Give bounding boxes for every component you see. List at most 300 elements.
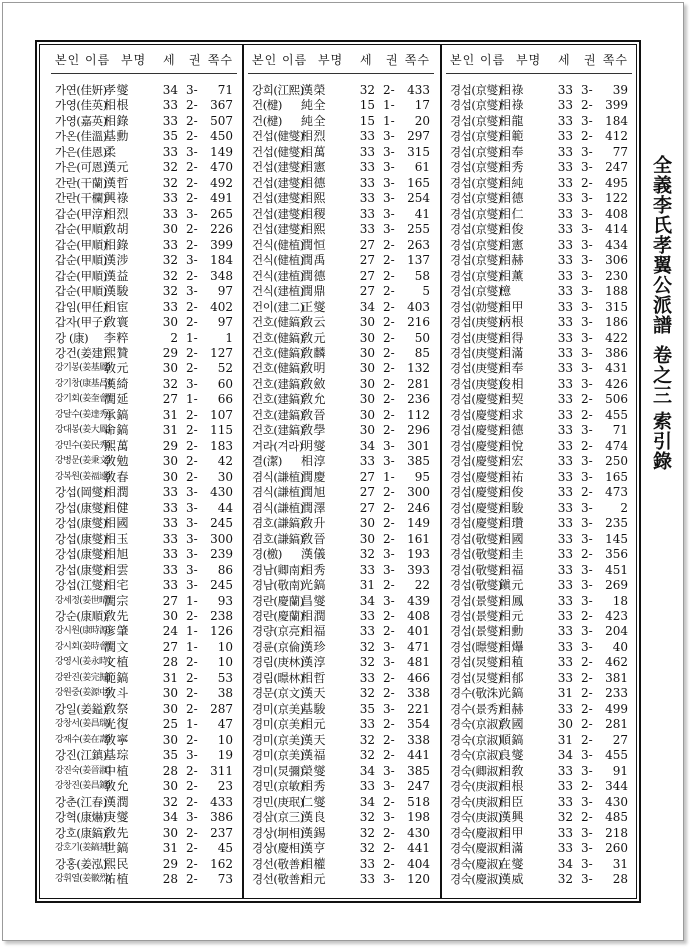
index-row xyxy=(252,702,432,717)
volume: 2- xyxy=(186,779,198,794)
volume: 2- xyxy=(581,129,593,144)
page-number: 255 xyxy=(407,222,430,237)
index-row xyxy=(450,717,630,732)
person-name: 경섭(景燮) xyxy=(450,593,502,608)
person-name: 강영시(姜永時) xyxy=(55,657,111,668)
index-row xyxy=(252,609,432,624)
volume: 3- xyxy=(383,639,395,654)
generation: 32 xyxy=(162,268,178,283)
generation: 32 xyxy=(359,83,375,97)
volume: 1- xyxy=(383,98,395,113)
index-row xyxy=(450,594,630,609)
person-name: 가영(佳英) xyxy=(55,98,107,113)
father-name: 潤禹 xyxy=(301,253,327,268)
father-name: 潤德 xyxy=(301,268,327,283)
volume: 3- xyxy=(581,516,593,531)
person-name: 건섭(建燮) xyxy=(252,222,304,237)
generation: 33 xyxy=(359,562,375,577)
page-number: 281 xyxy=(407,376,430,391)
generation: 32 xyxy=(557,810,573,825)
generation: 27 xyxy=(359,500,375,515)
volume: 3- xyxy=(581,253,593,268)
index-row xyxy=(55,686,235,701)
page-number: 356 xyxy=(605,547,628,562)
volume: 3- xyxy=(581,825,593,840)
page-number: 42 xyxy=(217,454,233,469)
person-name: 경섭(慶燮) xyxy=(450,500,502,515)
person-name: 강춘(江春) xyxy=(55,794,107,809)
index-row xyxy=(55,779,235,794)
father-name: 光鎬 xyxy=(301,578,327,593)
page-number: 44 xyxy=(217,500,233,515)
person-name: 갑순(甲順) xyxy=(55,253,107,268)
index-row xyxy=(55,640,235,655)
page-number: 218 xyxy=(605,825,628,840)
generation: 33 xyxy=(557,562,573,577)
page-number: 470 xyxy=(210,160,233,175)
page-number: 184 xyxy=(210,253,233,268)
father-name: 漢威 xyxy=(499,871,525,886)
person-name: 경숙(慶淑) xyxy=(450,871,502,886)
person-name: 건(楗) xyxy=(252,113,282,128)
volume: 2- xyxy=(581,392,593,407)
volume: 2- xyxy=(383,500,395,515)
person-name: 경섭(慶燮) xyxy=(450,454,502,469)
father-name: 相俊 xyxy=(499,485,525,500)
index-row xyxy=(55,129,235,144)
volume: 3- xyxy=(581,361,593,376)
father-name: 順鎬 xyxy=(499,732,525,747)
generation: 33 xyxy=(557,407,573,422)
index-row xyxy=(450,532,630,547)
father-name: 相德 xyxy=(499,191,525,206)
father-name: 敎先 xyxy=(104,608,130,623)
page-number: 247 xyxy=(407,779,430,794)
father-name: 相宅 xyxy=(104,578,130,593)
index-row xyxy=(55,331,235,346)
father-name: 相雲 xyxy=(104,562,130,577)
volume: 2- xyxy=(581,701,593,716)
volume: 2- xyxy=(581,686,593,701)
volume: 2- xyxy=(186,423,198,438)
father-name: 在燮 xyxy=(499,856,525,871)
volume: 3- xyxy=(186,83,198,97)
generation: 34 xyxy=(162,83,178,97)
father-name: 庚燮 xyxy=(104,810,130,825)
generation: 31 xyxy=(359,578,375,593)
generation: 30 xyxy=(162,454,178,469)
page-number: 5 xyxy=(422,284,430,299)
page-number: 260 xyxy=(605,841,628,856)
volume: 3- xyxy=(581,639,593,654)
page-number: 263 xyxy=(407,237,430,252)
page-number: 91 xyxy=(612,763,628,778)
volume: 3- xyxy=(581,376,593,391)
person-name: 강원중(姜源中) xyxy=(55,688,111,699)
father-name: 敎麟 xyxy=(301,345,327,360)
page-number: 22 xyxy=(414,578,430,593)
volume: 2- xyxy=(186,469,198,484)
person-name: 건호(健鎬) xyxy=(252,315,304,330)
person-name: 건식(健植) xyxy=(252,253,304,268)
father-name: 榮燮 xyxy=(301,763,327,778)
volume: 2- xyxy=(383,237,395,252)
generation: 32 xyxy=(162,175,178,190)
page-number: 58 xyxy=(414,268,430,283)
father-name: 相薰 xyxy=(499,268,525,283)
generation: 27 xyxy=(162,392,178,407)
page-number: 61 xyxy=(414,160,430,175)
person-name: 경수(景秀) xyxy=(450,701,502,716)
person-name: 경숙(京淑) xyxy=(450,732,502,747)
father-name: 相宦 xyxy=(104,299,130,314)
page-number: 281 xyxy=(605,717,628,732)
generation: 33 xyxy=(359,129,375,144)
volume: 3- xyxy=(581,469,593,484)
person-name: 경섭(京燮) xyxy=(450,83,502,97)
index-row xyxy=(450,764,630,779)
page-number: 97 xyxy=(217,284,233,299)
volume: 2- xyxy=(186,299,198,314)
volume: 2- xyxy=(383,407,395,422)
father-name: 敎祭 xyxy=(104,701,130,716)
father-name: 相憲 xyxy=(301,160,327,175)
generation: 30 xyxy=(359,361,375,376)
volume: 3- xyxy=(581,284,593,299)
person-name: 경섭(京燮) xyxy=(450,175,502,190)
father-name: 相錄 xyxy=(104,237,130,252)
index-row xyxy=(252,671,432,686)
father-name: 相元 xyxy=(301,871,327,886)
volume: 2- xyxy=(383,608,395,623)
father-name: 敎寧 xyxy=(104,732,130,747)
index-row xyxy=(55,83,235,98)
index-row xyxy=(55,207,235,222)
page-number: 73 xyxy=(217,871,233,886)
index-row xyxy=(55,485,235,500)
index-row xyxy=(450,795,630,810)
father-name: 敎勉 xyxy=(104,454,130,469)
page-number: 412 xyxy=(605,129,628,144)
father-name: 相瓚 xyxy=(499,516,525,531)
index-row xyxy=(252,300,432,315)
person-name: 경섭(庚燮) xyxy=(450,376,502,391)
index-row xyxy=(450,300,630,315)
page-number: 455 xyxy=(605,407,628,422)
page-number: 230 xyxy=(605,268,628,283)
index-row xyxy=(252,129,432,144)
index-row xyxy=(252,841,432,856)
page-number: 455 xyxy=(605,748,628,763)
index-row xyxy=(55,145,235,160)
page-number: 518 xyxy=(407,794,430,809)
index-row xyxy=(252,238,432,253)
volume: 2- xyxy=(383,83,395,97)
father-name: 相圭 xyxy=(499,547,525,562)
page-number: 422 xyxy=(605,330,628,345)
index-row xyxy=(252,501,432,516)
index-row xyxy=(252,315,432,330)
volume: 2- xyxy=(383,423,395,438)
column-divider-1 xyxy=(242,44,244,899)
father-name: 漢哲 xyxy=(104,175,130,190)
person-name: 경섭(敬燮) xyxy=(450,578,502,593)
generation: 28 xyxy=(162,871,178,886)
page-number: 492 xyxy=(210,175,233,190)
index-row xyxy=(450,207,630,222)
person-name: 경수(敬洙) xyxy=(450,686,502,701)
index-row xyxy=(450,470,630,485)
generation: 33 xyxy=(162,113,178,128)
volume: 3- xyxy=(581,748,593,763)
person-name: 경삼(京三) xyxy=(252,810,304,825)
index-row xyxy=(55,857,235,872)
generation: 33 xyxy=(557,531,573,546)
generation: 15 xyxy=(359,98,375,113)
page-number: 367 xyxy=(210,98,233,113)
person-name: 건섭(建燮) xyxy=(252,191,304,206)
person-name: 겸식(謙植) xyxy=(252,469,304,484)
generation: 30 xyxy=(359,516,375,531)
page-number: 433 xyxy=(407,83,430,97)
page-number: 38 xyxy=(217,686,233,701)
person-name: 경량(京亮) xyxy=(252,624,304,639)
father-name: 相烈 xyxy=(301,129,327,144)
page-number: 404 xyxy=(407,856,430,871)
person-name: 경섭(暻燮) xyxy=(450,639,502,654)
person-name: 경란(慶蘭) xyxy=(252,593,304,608)
volume: 3- xyxy=(186,206,198,221)
person-name: 강창서(姜昌瑞) xyxy=(55,719,111,730)
index-row xyxy=(55,671,235,686)
father-name: 相元 xyxy=(499,608,525,623)
page-number: 188 xyxy=(605,284,628,299)
father-name: 相滿 xyxy=(499,841,525,856)
person-name: 경숙(庚淑) xyxy=(450,794,502,809)
index-row xyxy=(252,594,432,609)
page-number: 495 xyxy=(605,175,628,190)
page-number: 300 xyxy=(407,485,430,500)
page-number: 145 xyxy=(605,531,628,546)
volume: 3- xyxy=(383,655,395,670)
father-name: 漢儀 xyxy=(301,547,327,562)
person-name: 경미(京美) xyxy=(252,732,304,747)
index-row xyxy=(55,269,235,284)
volume: 2- xyxy=(383,361,395,376)
volume: 2- xyxy=(383,315,395,330)
page-number: 137 xyxy=(407,253,430,268)
generation: 32 xyxy=(359,748,375,763)
father-name: 相福 xyxy=(499,562,525,577)
person-name: 강기창(康基昌) xyxy=(55,378,111,389)
generation: 33 xyxy=(557,268,573,283)
index-row xyxy=(252,423,432,438)
page-number: 507 xyxy=(210,113,233,128)
generation: 33 xyxy=(557,655,573,670)
index-row xyxy=(252,872,432,887)
father-name: 相得 xyxy=(499,330,525,345)
father-name: 相德 xyxy=(499,423,525,438)
father-name: 漢綺 xyxy=(104,376,130,391)
generation: 33 xyxy=(557,253,573,268)
person-name: 강순(康順) xyxy=(55,608,107,623)
father-name: 敎斗 xyxy=(104,686,130,701)
generation: 27 xyxy=(359,284,375,299)
father-name: 相駿 xyxy=(499,500,525,515)
index-row xyxy=(252,655,432,670)
page-number: 204 xyxy=(605,624,628,639)
index-row xyxy=(450,857,630,872)
father-name: 漢錫 xyxy=(301,825,327,840)
page-number: 403 xyxy=(407,299,430,314)
index-row xyxy=(252,516,432,531)
page-number: 451 xyxy=(605,562,628,577)
person-name: 겸호(謙鎬) xyxy=(252,516,304,531)
generation: 34 xyxy=(359,593,375,608)
father-name: 中植 xyxy=(104,763,130,778)
father-name: 鎭元 xyxy=(499,578,525,593)
volume: 2- xyxy=(186,315,198,330)
father-name: 柔 xyxy=(104,144,117,159)
father-name: 漢益 xyxy=(104,268,130,283)
volume: 2- xyxy=(581,717,593,732)
father-name: 相稙 xyxy=(499,655,525,670)
generation: 28 xyxy=(162,763,178,778)
page-number: 115 xyxy=(210,423,233,438)
index-column-2 xyxy=(252,0,432,949)
index-row xyxy=(55,516,235,531)
generation: 33 xyxy=(557,206,573,221)
person-name: 경숙(慶淑) xyxy=(450,856,502,871)
index-row xyxy=(252,176,432,191)
generation: 33 xyxy=(557,825,573,840)
header-father: 부명 xyxy=(516,53,542,67)
index-row xyxy=(55,346,235,361)
person-name: 경섭(慶燮) xyxy=(450,423,502,438)
person-name: 강민수(姜民秀) xyxy=(55,440,111,451)
volume: 2- xyxy=(186,856,198,871)
person-name: 가은(佳恩) xyxy=(55,144,107,159)
generation: 33 xyxy=(557,516,573,531)
father-name: 相權 xyxy=(301,856,327,871)
index-row xyxy=(450,439,630,454)
father-name: 漢涉 xyxy=(104,253,130,268)
person-name: 경미(京美) xyxy=(252,717,304,732)
father-name: 相祿 xyxy=(499,98,525,113)
father-name: 相悅 xyxy=(499,438,525,453)
generation: 32 xyxy=(359,841,375,856)
volume: 3- xyxy=(186,284,198,299)
index-row xyxy=(450,315,630,330)
person-name: 경륜(京倫) xyxy=(252,639,304,654)
index-row xyxy=(252,485,432,500)
index-row xyxy=(55,315,235,330)
father-name: 命鎬 xyxy=(104,423,130,438)
index-row xyxy=(55,238,235,253)
generation: 29 xyxy=(162,438,178,453)
person-name: 건섭(健燮) xyxy=(252,144,304,159)
person-name: 경문(京文) xyxy=(252,686,304,701)
person-name: 건섭(健燮) xyxy=(252,129,304,144)
volume: 3- xyxy=(581,841,593,856)
header-page: 쪽수 xyxy=(602,53,628,67)
father-name: 漢亨 xyxy=(301,841,327,856)
person-name: 건호(建鎬) xyxy=(252,423,304,438)
generation: 33 xyxy=(359,779,375,794)
father-name: 潤鼎 xyxy=(301,284,327,299)
generation: 32 xyxy=(359,655,375,670)
person-name: 강복원(姜福遠) xyxy=(55,471,111,482)
page-number: 430 xyxy=(210,485,233,500)
father-name: 漢潤 xyxy=(104,794,130,809)
index-row xyxy=(450,392,630,407)
father-name: 相勳 xyxy=(499,624,525,639)
page-number: 97 xyxy=(217,315,233,330)
person-name: 강 (康) xyxy=(55,330,89,345)
index-row xyxy=(252,439,432,454)
father-name: 漢元 xyxy=(104,160,130,175)
volume: 2- xyxy=(383,686,395,701)
person-name: 경림(暻林) xyxy=(252,670,304,685)
person-name: 경섭(敬燮) xyxy=(450,562,502,577)
index-row xyxy=(450,671,630,686)
page-number: 247 xyxy=(605,160,628,175)
person-name: 건이(建二) xyxy=(252,299,304,314)
header-name: 본인 이름 xyxy=(55,53,111,67)
index-row xyxy=(450,640,630,655)
index-row xyxy=(252,269,432,284)
volume: 2- xyxy=(186,438,198,453)
volume: 3- xyxy=(383,593,395,608)
page-number: 50 xyxy=(414,330,430,345)
page-number: 165 xyxy=(407,175,430,190)
father-name: 漢興 xyxy=(499,810,525,825)
person-name: 가온(佳溫) xyxy=(55,129,107,144)
generation: 33 xyxy=(557,670,573,685)
volume: 2- xyxy=(383,531,395,546)
person-name: 경섭(京燮) xyxy=(450,160,502,175)
generation: 33 xyxy=(162,206,178,221)
index-row xyxy=(252,686,432,701)
page-number: 237 xyxy=(210,825,233,840)
volume: 3- xyxy=(383,562,395,577)
header-father: 부명 xyxy=(318,53,344,67)
generation: 33 xyxy=(557,299,573,314)
index-row xyxy=(450,624,630,639)
index-row xyxy=(55,470,235,485)
page-number: 434 xyxy=(605,237,628,252)
father-name: 相國 xyxy=(104,516,130,531)
volume: 2- xyxy=(581,670,593,685)
father-name: 承鎬 xyxy=(104,407,130,422)
index-row xyxy=(252,253,432,268)
father-name: 相根 xyxy=(499,779,525,794)
generation: 25 xyxy=(162,717,178,732)
father-name: 昌燮 xyxy=(301,593,327,608)
father-name: 相祿 xyxy=(499,83,525,97)
volume: 3- xyxy=(383,222,395,237)
page-number: 474 xyxy=(605,438,628,453)
volume: 3- xyxy=(581,315,593,330)
father-name: 相宏 xyxy=(499,454,525,469)
person-name: 경섭(京燮) xyxy=(450,191,502,206)
page-number: 393 xyxy=(407,562,430,577)
person-name: 강기회(姜奎會) xyxy=(55,394,111,405)
generation: 33 xyxy=(557,454,573,469)
header-vol: 권 xyxy=(584,53,596,67)
father-name: 相潤 xyxy=(301,608,327,623)
page-number: 86 xyxy=(217,562,233,577)
